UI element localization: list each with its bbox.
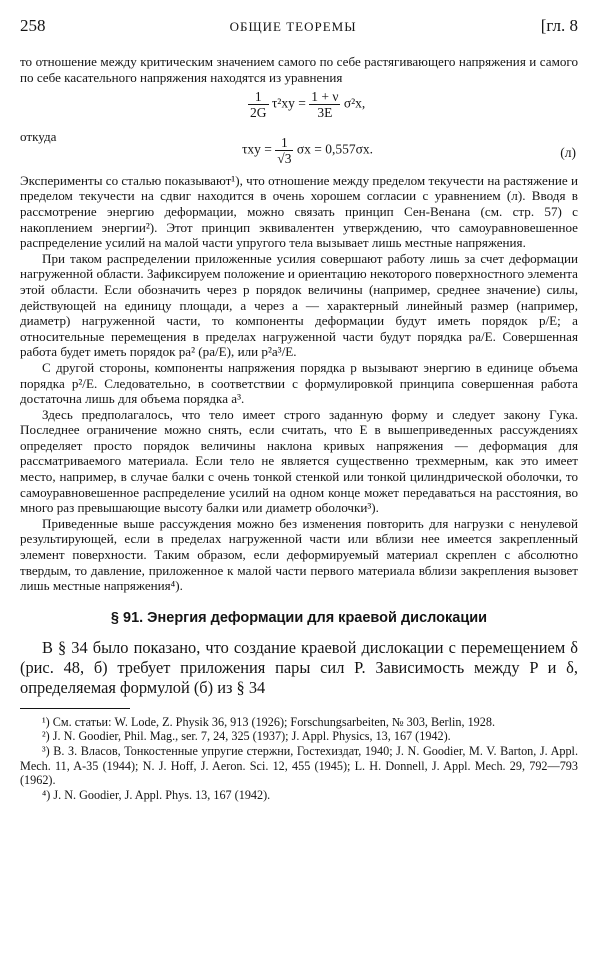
footnote-4: ⁴) J. N. Goodier, J. Appl. Phys. 13, 167 (1942). (42, 787, 271, 802)
word-otkuda: откуда (20, 129, 57, 145)
section-paragraph: В § 34 было показано, что создание краевой дислокации с перемещением δ (рис. 48, б) требует приложения пары сил P. Зависимость между P и δ, определяемая формулой (б) из § 34 (20, 637, 578, 697)
paragraph-stress-energy: С другой стороны, компоненты напряжения порядка p вызывают энергию в единице объема порядка p²/E. Следовательно, в соответствии с формулировкой принципа совершенная работа достаточна лишь для объема порядка a³. (20, 359, 578, 407)
formula-sqrt-denominator: √3 (277, 150, 292, 166)
footnote-divider (20, 708, 130, 709)
paragraph-distribution: При таком распределении приложенные усилия совершают работу лишь за счет деформации нагруженной области. Зафиксируем положение и ориентацию некоторого поверхностного элемента этой области. Если обозначить через p порядок величины (например, среднее значение) силы, действующей на единицу площади, а через a — характерный линейный размер (например, диаметр) нагруженной части, то компоненты деформации будут иметь порядок p/E; а относительные перемещения в пределах нагруженной части будут порядка pa/E. Совершенная работа будет иметь порядок pa² (pa/E), или p²a³/E. (20, 250, 578, 360)
paragraph-experiments: Эксперименты со сталью показывают¹), что отношение между пределом текучести на растяжение и пределом текучести на сдвиг находится в очень хорошем согласии с уравнением (л). Вводя в рассмотрение энергию деформации, можно связать принцип Сен-Венана (см. стр. 57) с накоплением энергии²). Этот принцип эквивалентен утверждению, что самоуравновешенное распределение усилий на малой части упругого тела вызывает лишь местные напряжения. (20, 172, 578, 251)
chapter-marker: [гл. 8 (540, 16, 578, 35)
page-number: 258 (20, 16, 46, 35)
formula-energy-equation (20, 85, 578, 129)
footnote-1: ¹) См. статьи: W. Lode, Z. Physik 36, 913 (1926); Forschungsarbeiten, № 303, Berlin, 1928. (42, 714, 496, 729)
formula-rhs-fraction (309, 89, 340, 120)
intro-paragraph: то отношение между критическим значением самого по себе растягивающего напряжения и самого по себе касательного напряжения находятся из уравнения (20, 54, 578, 85)
formula-lhs-term: τ²xy = (271, 95, 306, 111)
footnote-3: ³) В. З. Власов, Тонкостенные упругие стержни, Гостехиздат, 1940; J. N. Goodier, M. V. Barton, J. Appl. Mech. 11, A-35 (1944); N. J. Hoff, J. Aeron. Sci. 12, 455 (1945); L. H. Donnell, J. Appl. Mech. 29, 792—793 (1962). (20, 744, 578, 788)
formula-lhs-fraction (248, 89, 269, 120)
paragraph-nonzero-resultant: Приведенные выше рассуждения можно без изменения повторить для нагрузки с ненулевой результирующей, если в пределах нагруженной части или вблизи нее имеется закрепленный элемент поверхности. Таким образом, если деформируемый материал скреплен с абсолютно твердым, то давление, приложенное к малой части первого материала вблизи закрепления вызовет лишь местные напряжения⁴). (20, 515, 578, 594)
formula-tau-lhs: τxy = (242, 141, 272, 157)
footnote-2: ²) J. N. Goodier, Phil. Mag., ser. 7, 24, 325 (1937); J. Appl. Physics, 13, 167 (1942). (42, 729, 451, 744)
formula-lhs-denominator: 2G (250, 105, 267, 121)
paragraph-hooke-law: Здесь предполагалось, что тело имеет строго заданную форму и следует закону Гука. Последнее ограничение можно снять, если считать, что E в вышеприведенных рассуждениях определяет просто порядок величины наклона кривых напряжения — деформация для рассматриваемого материала. Если тело не является существенно трехмерным, как это имеет место, например, в случае балки с очень тонкой стенкой или тонкой цилиндрической оболочки, то самоуравновешенное распределение усилий на одном конце может передаваться на расстояния, во много раз превышающие высоту балки или диаметр оболочки³). (20, 406, 578, 516)
formula-label: (л) (560, 144, 576, 160)
formula-rhs-term: σ²x, (343, 95, 366, 111)
formula-lhs-numerator: 1 (254, 89, 262, 105)
section-heading: § 91. Энергия деформации для краевой дислокации (110, 609, 488, 626)
formula-rhs-denominator: 3E (309, 104, 340, 120)
formula-sqrt-fraction (275, 135, 293, 166)
formula-sqrt-numerator: 1 (281, 134, 288, 150)
formula-shear-ratio (20, 131, 578, 173)
page-header (20, 16, 578, 37)
formula-rhs-numerator: 1 + ν (311, 89, 339, 105)
running-title: ОБЩИЕ ТЕОРЕМЫ (229, 19, 357, 34)
formula-tau-rhs: σx = 0,557σx. (296, 141, 374, 157)
